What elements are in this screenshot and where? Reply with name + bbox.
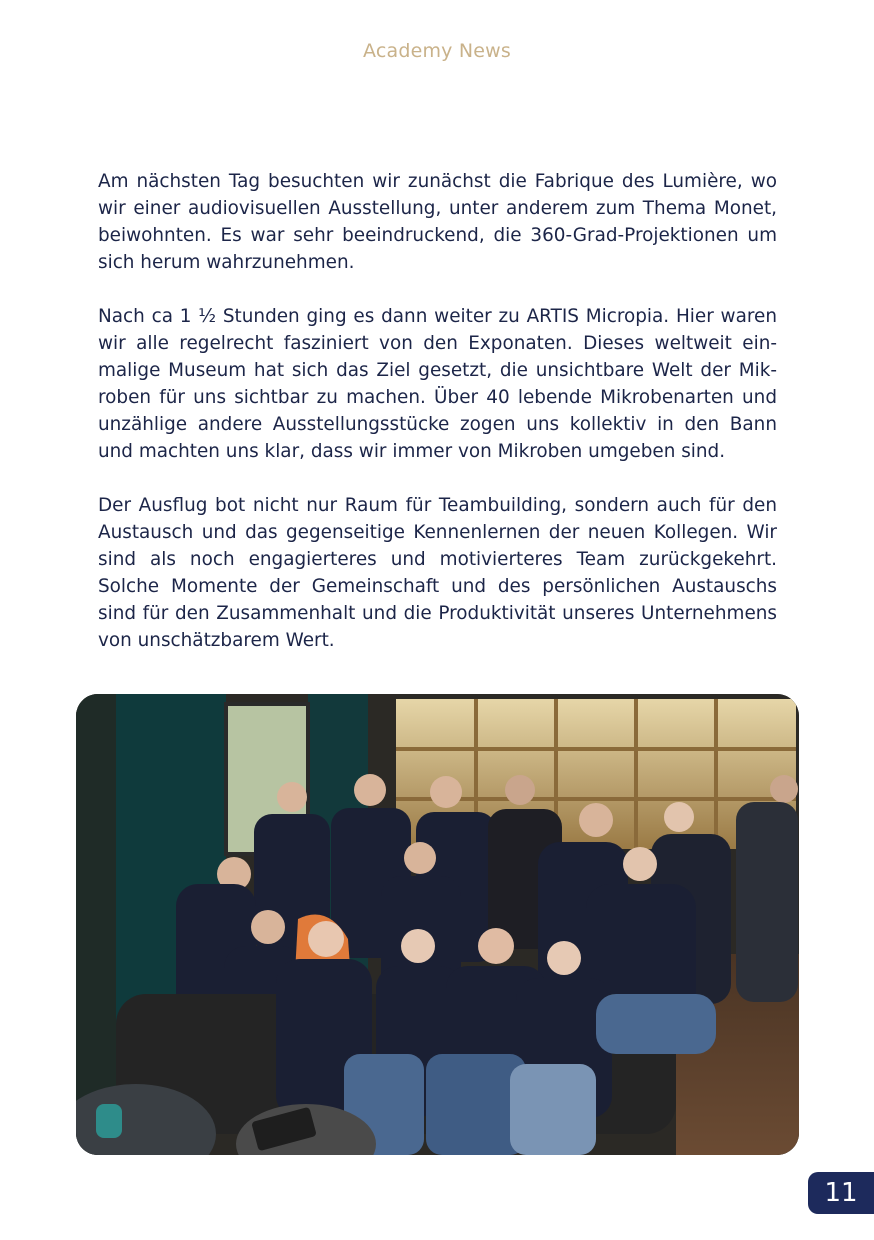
page-number: 11 (808, 1172, 874, 1214)
paragraph-1: Am nächsten Tag besuchten wir zunächst die Fabrique des Lumière, wo wir einer audiovisuellen Ausstellung, unter anderem zum Thema Monet, beiwohnten. Es war sehr beeindruckend, die 360-Grad-Projektionen um sich herum wahrzunehmen. (98, 171, 777, 273)
page-header: Academy News (362, 40, 512, 62)
paragraph-2: Nach ca 1 ½ Stunden ging es dann weiter zu ARTIS Micropia. Hier waren wir alle regelrecht fasziniert von den Exponaten. Dieses weltweit einmalige Museum hat sich das Ziel gesetzt, die unsichtbare Welt der Mikroben für uns sichtbar zu machen. Über 40 lebende Mikrobenarten und unzählige andere Ausstellungsstücke zogen uns kollektiv in den Bann und machten uns klar, dass wir immer von Mikroben umgeben sind. (98, 306, 777, 462)
paragraph-3: Der Ausflug bot nicht nur Raum für Teambuilding, sondern auch für den Austausch und das gegenseitige Kennenlernen der neuen Kollegen. Wir sind als noch engagierteres und motivierteres Team zurückgekehrt. Solche Momente der Gemeinschaft und des persönlichen Austauschs sind für den Zusammenhalt und die Produktivität unseres Unternehmens von unschätzbarem Wert. (98, 495, 777, 651)
team-photo (76, 694, 799, 1155)
team-photo-illustration (76, 694, 799, 1155)
candle-glass (96, 1104, 122, 1138)
article-body (98, 168, 777, 681)
